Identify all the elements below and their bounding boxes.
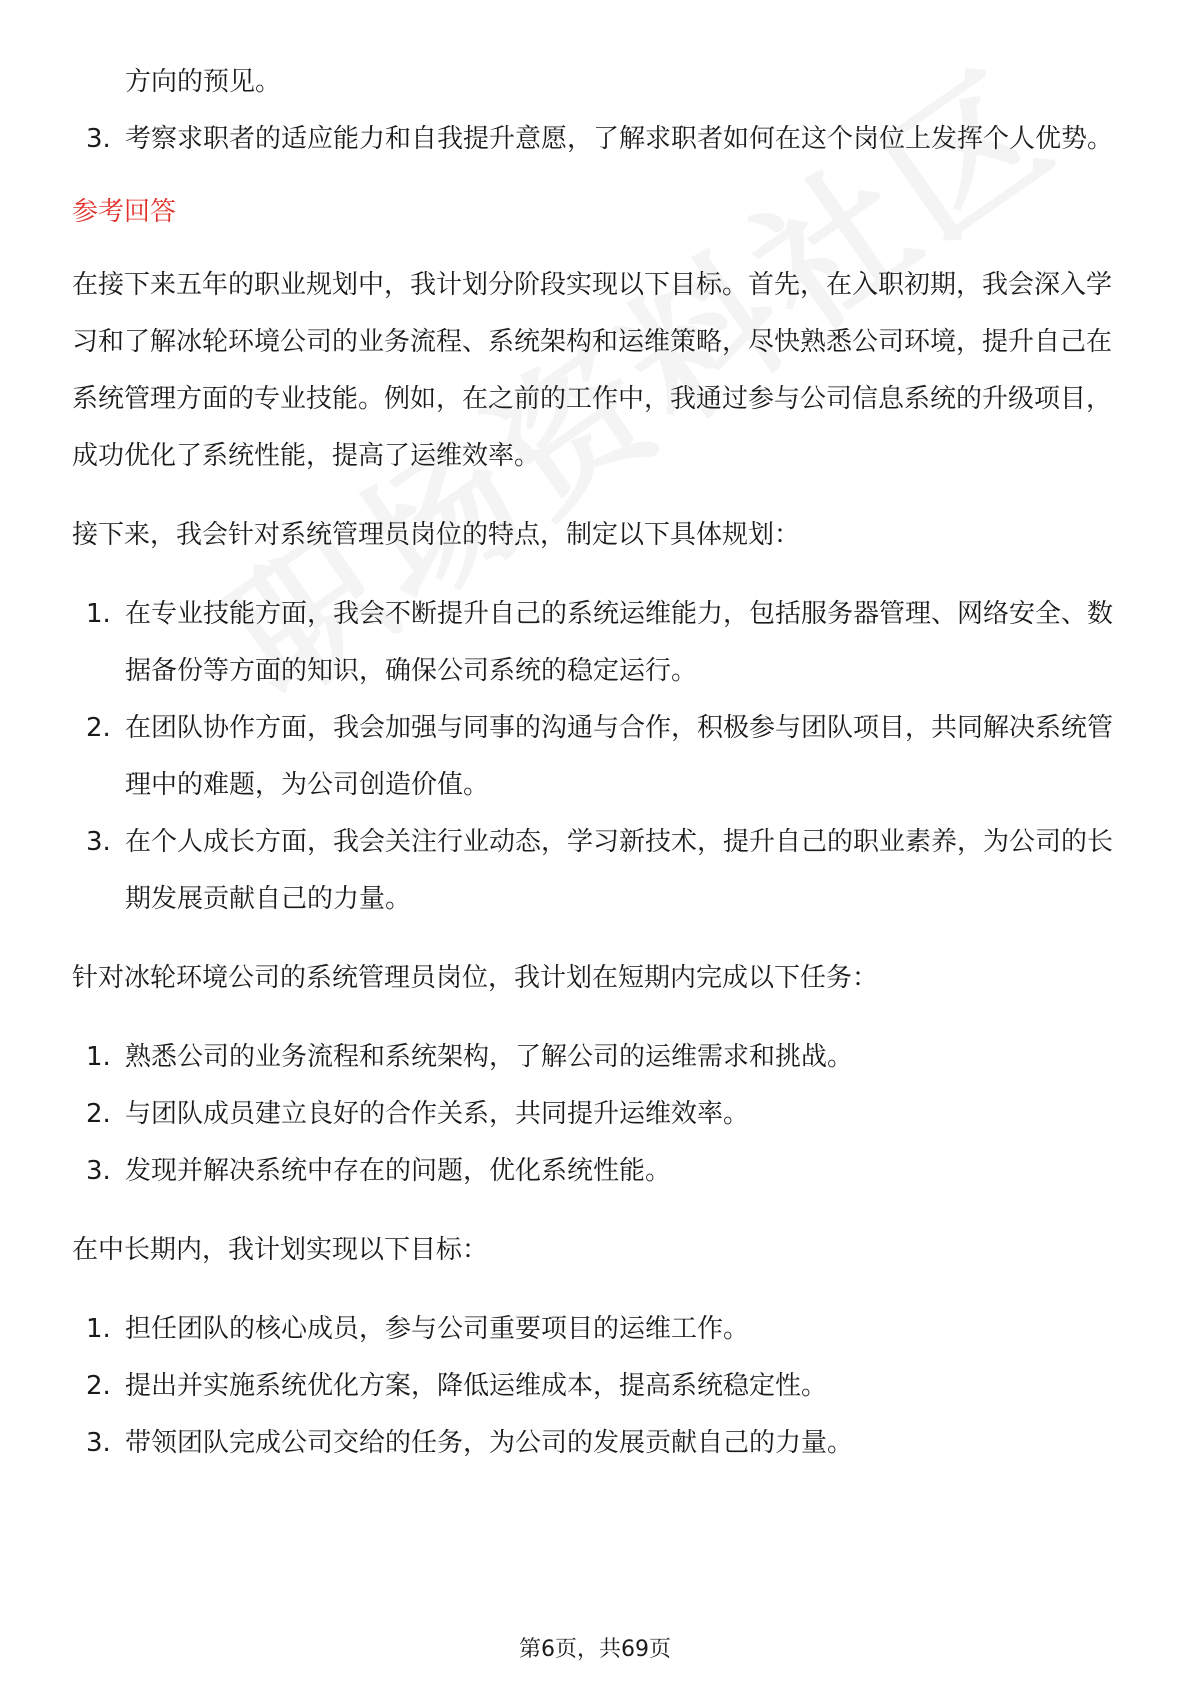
list-item-text: 考察求职者的适应能力和自我提升意愿，了解求职者如何在这个岗位上发挥个人优势。: [125, 124, 1114, 154]
list-item: [72, 814, 1122, 928]
list-number: 2.: [86, 1099, 111, 1129]
list-item: [72, 1301, 1122, 1358]
list-number: 3.: [86, 1156, 111, 1186]
list-number: 1.: [86, 1042, 111, 1072]
list-number: 1.: [86, 1314, 111, 1344]
paragraph-4: 在中长期内，我计划实现以下目标：: [72, 1235, 489, 1265]
list-item: [72, 700, 1122, 814]
list-number: 1.: [86, 599, 111, 629]
list-item-text: 与团队成员建立良好的合作关系，共同提升运维效率。: [125, 1099, 750, 1129]
list-item-text: 在个人成长方面，我会关注行业动态，学习新技术，提升自己的职业素养，为公司的长期发展贡献自己的力量。: [125, 827, 1114, 914]
list-item-text: 熟悉公司的业务流程和系统架构，了解公司的运维需求和挑战。: [125, 1042, 854, 1072]
long-term-list: [72, 1301, 1122, 1472]
list-number: 3.: [86, 1428, 111, 1458]
continuation-line: 方向的预见。: [125, 67, 282, 97]
list-item-text: 在专业技能方面，我会不断提升自己的系统运维能力，包括服务器管理、网络安全、数据备份等方面的知识，确保公司系统的稳定运行。: [125, 599, 1114, 686]
list-number: 3.: [86, 124, 111, 154]
list-item: [72, 1029, 1122, 1086]
list-item: [72, 1086, 1122, 1143]
page-number: 第6页，共69页: [519, 1637, 671, 1662]
list-item: [72, 586, 1122, 700]
plan-list: [72, 586, 1122, 928]
paragraph-1: 在接下来五年的职业规划中，我计划分阶段实现以下目标。首先，在入职初期，我会深入学习和了解冰轮环境公司的业务流程、系统架构和运维策略，尽快熟悉公司环境，提升自己在系统管理方面的专业技能。例如，在之前的工作中，我通过参与公司信息系统的升级项目，成功优化了系统性能，提高了运维效率。: [72, 270, 1113, 471]
section-heading: 参考回答: [72, 197, 177, 227]
list-item-text: 担任团队的核心成员，参与公司重要项目的运维工作。: [125, 1314, 750, 1344]
list-item-text: 带领团队完成公司交给的任务，为公司的发展贡献自己的力量。: [125, 1428, 854, 1458]
list-number: 2.: [86, 713, 111, 743]
continuation-text: [72, 54, 1122, 111]
paragraph-3: 针对冰轮环境公司的系统管理员岗位，我计划在短期内完成以下任务：: [72, 963, 879, 993]
paragraph-2: 接下来，我会针对系统管理员岗位的特点，制定以下具体规划：: [72, 520, 801, 550]
list-item: [72, 1358, 1122, 1415]
list-item-text: 在团队协作方面，我会加强与同事的沟通与合作，积极参与团队项目，共同解决系统管理中的难题，为公司创造价值。: [125, 713, 1114, 800]
list-item: [72, 1415, 1122, 1472]
intro-list-item-3: [72, 111, 1122, 168]
list-number: 2.: [86, 1371, 111, 1401]
page-content: [72, 54, 1122, 1472]
list-item-text: 发现并解决系统中存在的问题，优化系统性能。: [125, 1156, 672, 1186]
short-term-list: [72, 1029, 1122, 1200]
list-item-text: 提出并实施系统优化方案，降低运维成本，提高系统稳定性。: [125, 1371, 828, 1401]
list-number: 3.: [86, 827, 111, 857]
list-item: [72, 1143, 1122, 1200]
